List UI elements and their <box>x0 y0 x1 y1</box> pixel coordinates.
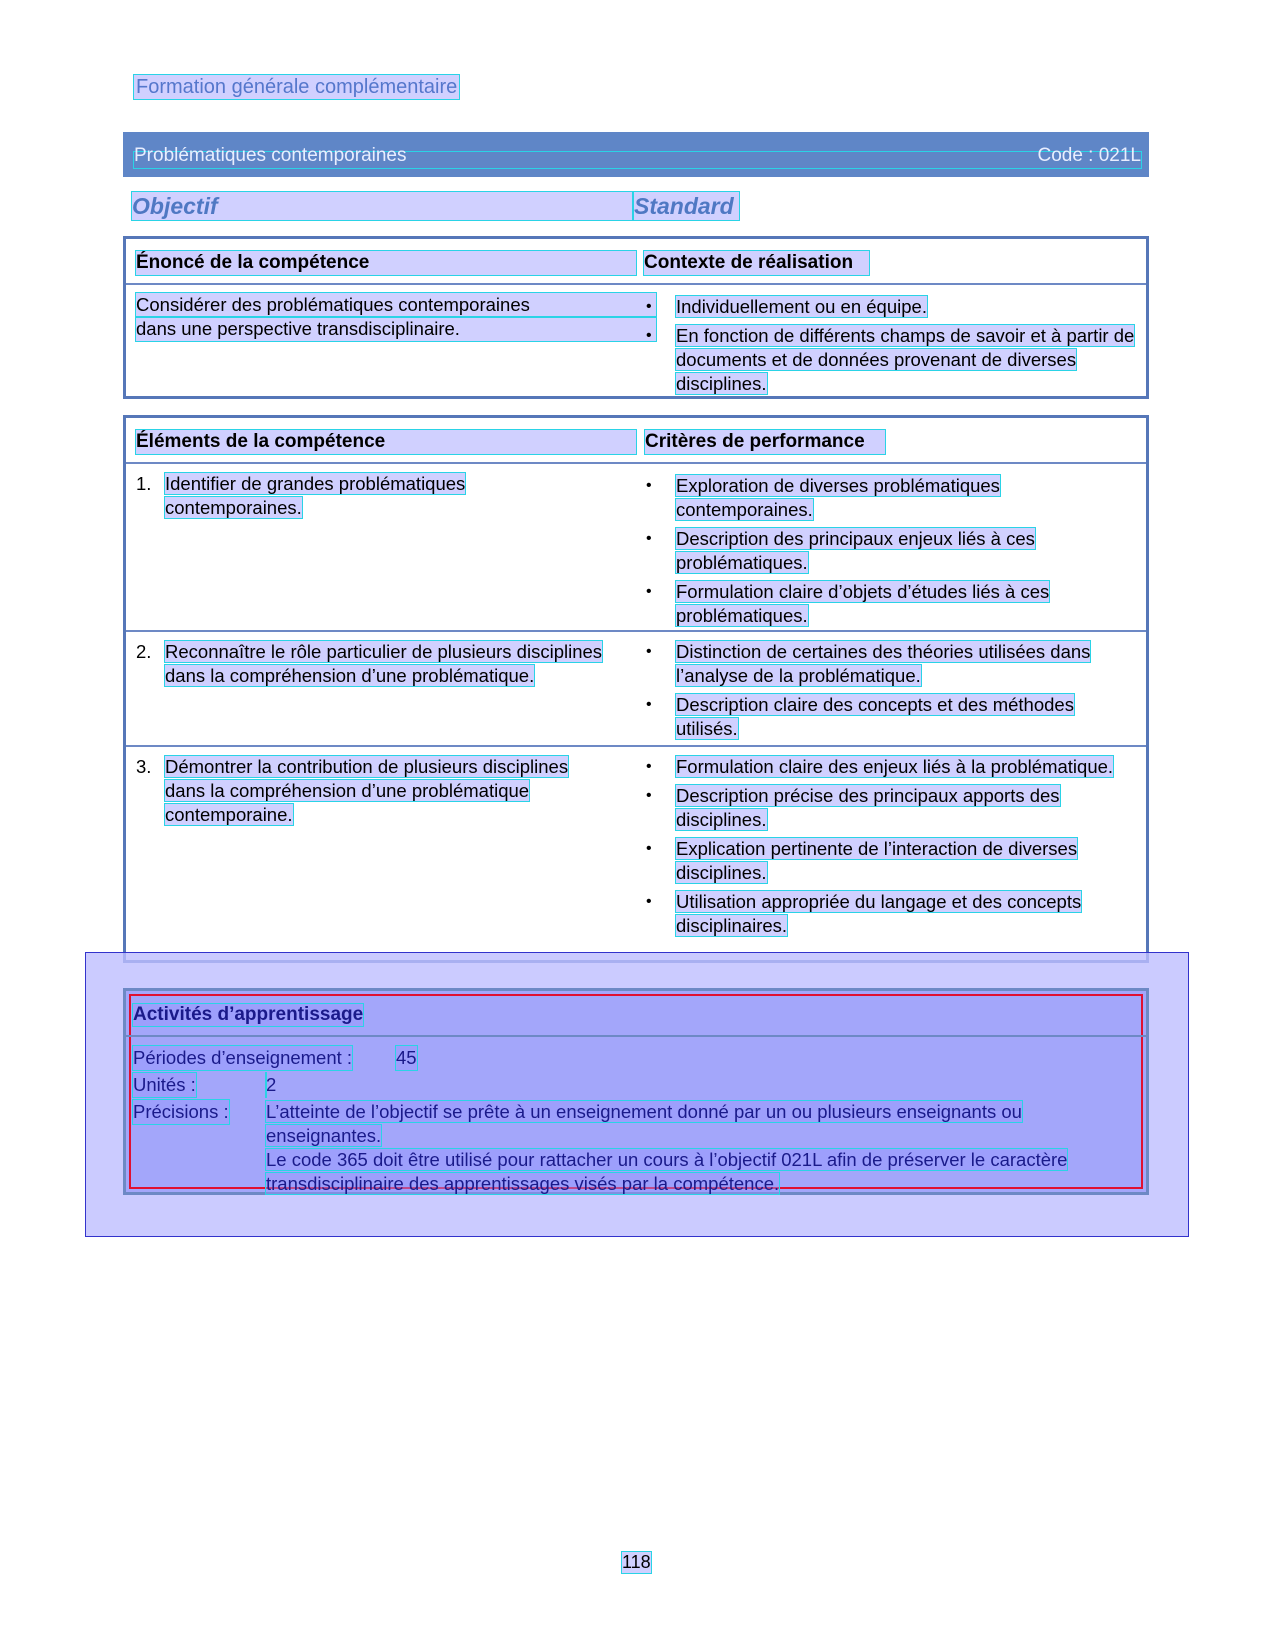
competence-box <box>123 236 1149 399</box>
unites-label: Unités : <box>133 1074 196 1095</box>
list-item: • Explication pertinente de l’interaction de diverses disciplines. <box>646 837 1136 885</box>
enonce-line: dans une perspective transdisciplinaire. <box>136 317 656 341</box>
divider <box>126 1035 1146 1037</box>
activites-title: Activités d’apprentissage <box>133 1004 364 1025</box>
list-item: • En fonction de différents champs de savoir et à partir de documents et de données provenant de diverses disciplines. <box>646 324 1136 396</box>
contexte-list <box>646 295 1136 401</box>
element-text: Reconnaître le rôle particulier de plusieurs disciplines dans la compréhension d’une problématique. <box>165 641 603 686</box>
elements-header-row <box>126 418 1146 464</box>
contexte-label: Contexte de réalisation <box>644 251 869 275</box>
list-item: • Description des principaux enjeux liés à ces problématiques. <box>646 527 1136 575</box>
element-item: 2. Reconnaître le rôle particulier de plusieurs disciplines dans la compréhension d’une problématique. <box>136 641 603 686</box>
list-item: • Distinction de certaines des théories utilisées dans l’analyse de la problématique. <box>646 640 1136 688</box>
criteres-list <box>646 474 1136 633</box>
course-code-bar <box>123 132 1149 177</box>
criteres-label: Critères de performance <box>645 430 885 454</box>
criteres-list <box>646 755 1136 943</box>
competence-header-row <box>126 239 1146 285</box>
table-row <box>126 632 1146 747</box>
competence-content-row <box>126 285 1146 397</box>
element-text: Démontrer la contribution de plusieurs disciplines dans la compréhension d’une problématique contemporaine. <box>165 756 569 825</box>
periodes-label: Périodes d’enseignement : <box>133 1047 353 1068</box>
list-item: • Individuellement ou en équipe. <box>646 295 1136 319</box>
precisions-paragraph: Le code 365 doit être utilisé pour rattacher un cours à l’objectif 021L afin de préserver le caractère transdisciplinaire des apprentissages visés par la compétence. <box>266 1149 1068 1194</box>
standard-heading: Standard <box>634 192 739 220</box>
list-item: • Description précise des principaux apports des disciplines. <box>646 784 1136 832</box>
precisions-text <box>266 1100 1136 1196</box>
element-item: 1. Identifier de grandes problématiques contemporaines. <box>136 473 466 518</box>
course-title: Problématiques contemporaines <box>134 145 407 166</box>
precisions-label: Précisions : <box>133 1101 229 1122</box>
objectif-heading: Objectif <box>132 192 632 220</box>
list-item: • Formulation claire des enjeux liés à la problématique. <box>646 755 1136 779</box>
enonce-text <box>136 293 606 341</box>
activites-box: Activités d’apprentissage Périodes d’enseignement : 45 Unités : 2 Précisions : L’atteinte de l’objectif se prête à un enseignement donné par un ou plusieurs enseignants ou enseignantes. Le code 365 doit être utilisé pour rattacher un cours à l’objectif 021L afin de préserver le caractère transdisciplinaire des apprentissages visés par la compétence. <box>123 988 1149 1195</box>
element-item: 3. Démontrer la contribution de plusieurs disciplines dans la compréhension d’une problématique contemporaine. <box>136 756 569 825</box>
elements-label: Éléments de la compétence <box>136 430 636 454</box>
criteres-list <box>646 640 1136 746</box>
list-item: • Formulation claire d’objets d’études liés à ces problématiques. <box>646 580 1136 628</box>
list-item: • Description claire des concepts et des méthodes utilisés. <box>646 693 1136 741</box>
list-item: • Exploration de diverses problématiques contemporaines. <box>646 474 1136 522</box>
elements-box <box>123 415 1149 963</box>
document-header-title: Formation générale complémentaire <box>136 76 458 98</box>
table-row <box>126 464 1146 632</box>
page-number: 118 <box>622 1552 651 1572</box>
periodes-value: 45 <box>396 1047 417 1068</box>
course-code: Code : 021L <box>1037 145 1141 166</box>
enonce-line: Considérer des problématiques contemporaines <box>136 293 656 317</box>
table-row <box>126 747 1146 959</box>
enonce-label: Énoncé de la compétence <box>136 251 636 275</box>
precisions-paragraph: L’atteinte de l’objectif se prête à un enseignement donné par un ou plusieurs enseignants ou enseignantes. <box>266 1101 1022 1146</box>
element-text: Identifier de grandes problématiques contemporaines. <box>165 473 466 518</box>
list-item: • Utilisation appropriée du langage et des concepts disciplinaires. <box>646 890 1136 938</box>
